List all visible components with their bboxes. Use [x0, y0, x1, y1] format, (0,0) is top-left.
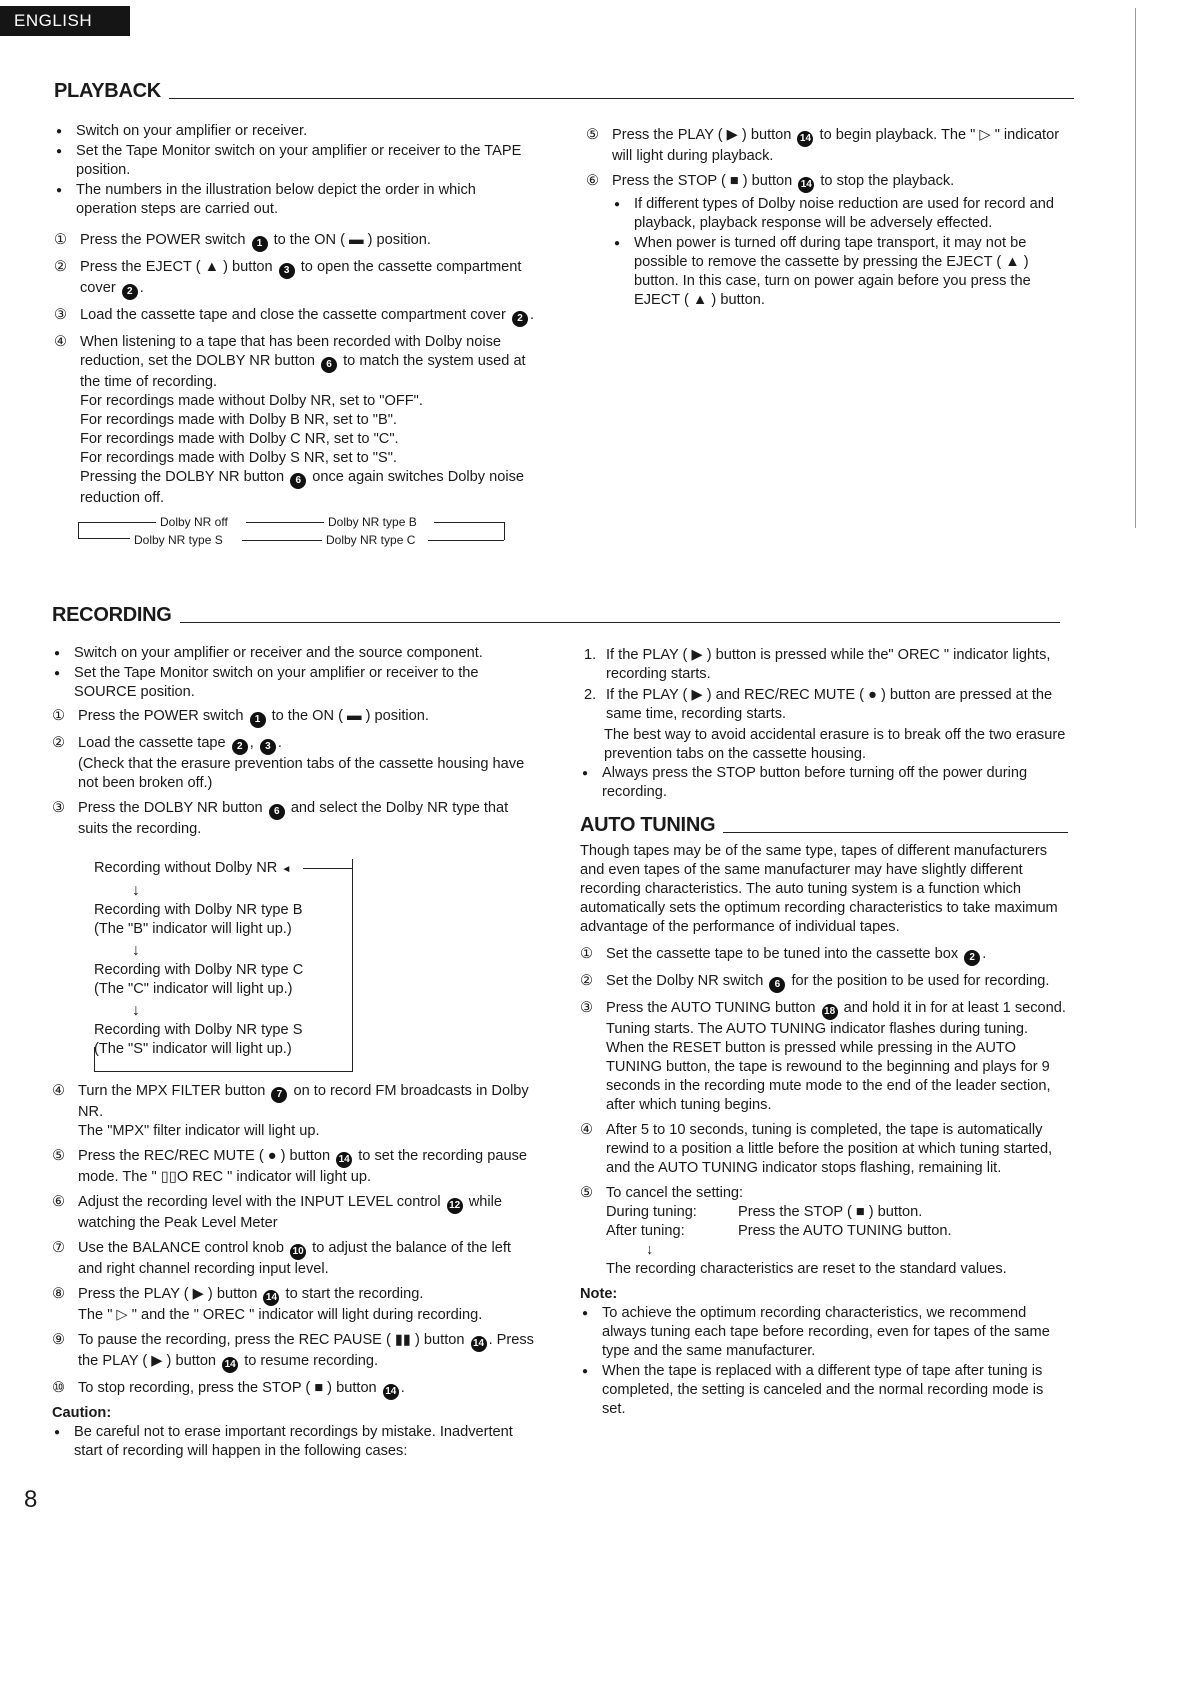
list-item: ● If different types of Dolby noise reduction are used for record and playback, playback response will be adversely effected.: [612, 195, 1076, 233]
step-2: [580, 972, 1068, 993]
playback-notes: [612, 195, 1076, 310]
step-text: Set the cassette tape to be tuned into the cassette box: [606, 946, 959, 962]
step-4: [54, 333, 538, 508]
recording-left-column: [52, 644, 536, 1466]
step-text: to adjust the balance of the left and right channel recording input level.: [78, 1240, 511, 1277]
dolby-nr-b-label: Dolby NR type B: [328, 515, 417, 529]
down-arrow-icon: ↓: [646, 1242, 654, 1258]
step-text: To pause the recording, press the REC PAUSE ( ▮▮ ) button: [78, 1332, 465, 1348]
key-marker: 7: [271, 1087, 287, 1103]
flow-item: [94, 859, 352, 879]
flow-text: (The "S" indicator will light up.): [94, 1041, 292, 1057]
key-marker: 10: [290, 1244, 306, 1260]
key-marker: 14: [222, 1357, 238, 1373]
step-number: ②: [580, 973, 594, 989]
step-text: To stop recording, press the STOP ( ■ ) button: [78, 1380, 377, 1396]
dolby-nr-off-label: Dolby NR off: [160, 515, 228, 529]
dolby-setting-line: For recordings made with Dolby C NR, set to "C".: [80, 431, 399, 447]
dolby-setting-line: For recordings made with Dolby B NR, set to "B".: [80, 412, 397, 428]
step-number: ③: [54, 307, 68, 323]
step-text: on to record FM broadcasts in Dolby NR.: [78, 1083, 529, 1120]
recording-section: [52, 600, 1060, 636]
caution-list: [52, 1423, 536, 1461]
flow-text: Recording with Dolby NR type C: [94, 962, 304, 978]
recording-right-column: [580, 646, 1068, 1424]
step-number: ④: [580, 1122, 594, 1138]
flow-line: [352, 868, 353, 1071]
auto-tuning-heading: [580, 810, 1068, 836]
key-marker: 14: [263, 1290, 279, 1306]
auto-tuning-steps: [580, 945, 1068, 1279]
step-text: After 5 to 10 seconds, tuning is completed, the tape is automatically rewind to a position a little before the position at which tuning started, and the AUTO TUNING indicator stops flashing, remaining lit.: [606, 1122, 1053, 1176]
language-tab: ENGLISH: [0, 6, 130, 36]
step-number: ①: [52, 708, 66, 724]
step-text: to the ON ( ▬ ) position.: [271, 708, 429, 724]
step-3: [580, 999, 1068, 1115]
auto-tuning-title: AUTO TUNING: [580, 814, 716, 836]
cancel-during-row: [606, 1203, 1068, 1222]
down-arrow-icon: ↓: [132, 1002, 140, 1019]
step-text: to open the cassette compartment cover: [80, 259, 522, 296]
margin-rule: [1135, 8, 1136, 528]
diagram-arrow: [242, 540, 322, 541]
recording-steps-cont: [52, 1082, 536, 1400]
step-text: When listening to a tape that has been recorded with Dolby noise reduction, set the DOLBY NR button: [80, 334, 502, 369]
playback-section: [54, 76, 1074, 112]
caution-title: Caution:: [52, 1405, 112, 1421]
dolby-setting-line: For recordings made without Dolby NR, set to "OFF".: [80, 393, 423, 409]
recording-advice: [580, 764, 1068, 802]
step-note: The "MPX" filter indicator will light up.: [78, 1123, 320, 1139]
key-marker: 2: [512, 311, 528, 327]
step-text: Press the EJECT ( ▲ ) button: [80, 259, 273, 275]
playback-title: PLAYBACK: [54, 80, 161, 102]
playback-steps-right: [586, 126, 1076, 310]
step-number: ①: [54, 232, 68, 248]
note-title: Note:: [580, 1286, 618, 1302]
flow-return-arrow: ◄: [281, 864, 292, 875]
page-number: 8: [24, 1486, 38, 1513]
cancel-label: During tuning:: [606, 1204, 697, 1220]
step-number: ⑦: [52, 1240, 66, 1256]
step-2: [52, 734, 536, 793]
playback-bullets: [54, 122, 538, 219]
flow-item: [94, 961, 352, 999]
step-5: [580, 1184, 1068, 1279]
step-text: . Press the PLAY ( ▶ ) button: [78, 1332, 534, 1369]
step-number: ③: [52, 800, 66, 816]
step-text: Set the Dolby NR switch: [606, 973, 764, 989]
list-item: ● Set the Tape Monitor switch on your amplifier or receiver to the SOURCE position.: [52, 664, 536, 702]
dolby-nr-s-label: Dolby NR type S: [134, 533, 223, 547]
dolby-nr-c-label: Dolby NR type C: [326, 533, 416, 547]
step-text: Adjust the recording level with the INPUT LEVEL control: [78, 1194, 441, 1210]
cancel-action: Press the STOP ( ■ ) button.: [738, 1204, 923, 1220]
step-note: The " ▷ " and the " OREC " indicator will light during recording.: [78, 1307, 483, 1323]
step-1: [52, 707, 536, 728]
list-item: [580, 686, 1068, 724]
step-text: and hold it in for at least 1 second. Tuning starts. The AUTO TUNING indicator flashes during tuning.: [606, 1000, 1066, 1037]
step-number: ⑥: [586, 173, 600, 189]
flow-text: (The "C" indicator will light up.): [94, 981, 293, 997]
recording-title: RECORDING: [52, 604, 172, 626]
recording-heading: [52, 600, 1060, 626]
key-marker: 6: [321, 357, 337, 373]
step-text: to the ON ( ▬ ) position.: [273, 232, 431, 248]
flow-line: [94, 1047, 95, 1071]
key-marker: 1: [250, 712, 266, 728]
step-4: [52, 1082, 536, 1141]
key-marker: 14: [336, 1152, 352, 1168]
step-number: ⑧: [52, 1286, 66, 1302]
flow-text: (The "B" indicator will light up.): [94, 921, 292, 937]
heading-rule: [169, 98, 1074, 99]
step-text: Pressing the DOLBY NR button: [80, 469, 285, 485]
case-number: 2.: [584, 687, 597, 703]
down-arrow-icon: ↓: [132, 882, 140, 899]
playback-right-column: [586, 126, 1076, 316]
diagram-line: [78, 522, 156, 523]
step-text: to set the recording pause mode. The " ▯▯O REC " indicator will light up.: [78, 1148, 527, 1185]
case-number: 1.: [584, 647, 597, 663]
step-number: ①: [580, 946, 594, 962]
step-number: ⑩: [52, 1380, 66, 1396]
diagram-line: [504, 522, 505, 540]
step-text: Press the STOP ( ■ ) button: [612, 173, 793, 189]
auto-tuning-intro: Though tapes may be of the same type, tapes of different manufacturers and even tapes of the same manufacturer may have slightly different recording characteristics. The auto tuning system is a function which automatically sets the optimum recording characteristics to take maximum advantage of the performance of individual tapes.: [580, 843, 1058, 935]
list-item: ● The numbers in the illustration below depict the order in which operation steps are carried out.: [54, 181, 538, 219]
dolby-recording-flow: [94, 859, 353, 1072]
key-marker: 6: [269, 804, 285, 820]
step-2: [54, 258, 538, 300]
flow-text: Recording with Dolby NR type S: [94, 1022, 303, 1038]
playback-heading: [54, 76, 1074, 102]
step-text: .: [982, 946, 987, 962]
step-text: to begin playback. The " ▷ " indicator will light during playback.: [612, 127, 1060, 164]
step-text: To cancel the setting:: [606, 1185, 744, 1201]
step-text: Press the PLAY ( ▶ ) button: [612, 127, 792, 143]
flow-text: Recording with Dolby NR type B: [94, 902, 303, 918]
recording-steps: [52, 707, 536, 839]
key-marker: 2: [964, 950, 980, 966]
step-text: Load the cassette tape and close the cassette compartment cover: [80, 307, 506, 323]
step-3: [54, 306, 538, 327]
dolby-cycle-diagram: [78, 514, 538, 556]
diagram-arrow: [246, 522, 324, 523]
diagram-line: [78, 522, 79, 538]
list-item: ● Always press the STOP button before turning off the power during recording.: [580, 764, 1068, 802]
step-text: Load the cassette tape: [78, 735, 226, 751]
step-text: Press the REC/REC MUTE ( ● ) button: [78, 1148, 331, 1164]
key-marker: 2: [232, 739, 248, 755]
step-text: once again switches Dolby noise reduction off.: [80, 469, 525, 506]
step-text: to start the recording.: [285, 1286, 424, 1302]
step-text: .: [277, 735, 282, 751]
step-number: ⑥: [52, 1194, 66, 1210]
step-text: Press the POWER switch: [78, 708, 244, 724]
step-text: Press the POWER switch: [80, 232, 246, 248]
flow-text: Recording without Dolby NR: [94, 860, 278, 876]
step-number: ②: [54, 259, 68, 275]
step-text: ,: [249, 735, 254, 751]
key-marker: 3: [279, 263, 295, 279]
key-marker: 18: [822, 1004, 838, 1020]
erasure-advice: The best way to avoid accidental erasure is to break off the two erasure prevention tabs on the cassette housing.: [604, 727, 1066, 762]
key-marker: 14: [471, 1336, 487, 1352]
case-text: If the PLAY ( ▶ ) button is pressed while the" OREC " indicator lights, recording starts.: [606, 647, 1051, 682]
list-item: [580, 646, 1068, 684]
down-arrow-icon: ↓: [132, 942, 140, 959]
step-text: to stop the playback.: [820, 173, 955, 189]
step-1: [580, 945, 1068, 966]
list-item: ● When the tape is replaced with a different type of tape after tuning is completed, the setting is canceled and the normal recording mode is set.: [580, 1362, 1068, 1419]
list-item: ● Set the Tape Monitor switch on your amplifier or receiver to the TAPE position.: [54, 142, 538, 180]
list-item: ● Switch on your amplifier or receiver and the source component.: [52, 644, 536, 663]
key-marker: 1: [252, 236, 268, 252]
recording-bullets: [52, 644, 536, 702]
diagram-arrow: [428, 540, 504, 541]
step-number: ④: [52, 1083, 66, 1099]
list-item: ● Be careful not to erase important recordings by mistake. Inadvertent start of recording will happen in the following cases:: [52, 1423, 536, 1461]
step-note: (Check that the erasure prevention tabs of the cassette housing have not been broken off.): [78, 756, 525, 791]
key-marker: 6: [290, 473, 306, 489]
playback-steps: [54, 231, 538, 508]
flow-line: [303, 868, 353, 869]
list-item: ● When power is turned off during tape transport, it may not be possible to remove the cassette by pressing the EJECT ( ▲ ) button. In this case, turn on power again before you press the EJECT ( ▲ ) button.: [612, 234, 1076, 310]
step-number: ⑤: [580, 1185, 594, 1201]
step-number: ⑤: [52, 1148, 66, 1164]
key-marker: 12: [447, 1198, 463, 1214]
step-1: [54, 231, 538, 252]
list-item: ● To achieve the optimum recording characteristics, we recommend always tuning each tape before recording, even for tapes of the same type and the same manufacturer.: [580, 1304, 1068, 1361]
key-marker: 14: [383, 1384, 399, 1400]
step-number: ⑤: [586, 127, 600, 143]
key-marker: 3: [260, 739, 276, 755]
step-10: [52, 1379, 536, 1400]
step-note: The recording characteristics are reset to the standard values.: [606, 1261, 1007, 1277]
playback-left-column: [54, 122, 538, 556]
step-4: [580, 1121, 1068, 1178]
step-6: [52, 1193, 536, 1233]
case-text: If the PLAY ( ▶ ) and REC/REC MUTE ( ● ) button are pressed at the same time, recording starts.: [606, 687, 1053, 722]
key-marker: 14: [797, 131, 813, 147]
key-marker: 14: [798, 177, 814, 193]
flow-item: [94, 901, 352, 939]
step-text: to resume recording.: [244, 1353, 379, 1369]
step-text: Press the DOLBY NR button: [78, 800, 263, 816]
step-text: .: [400, 1380, 405, 1396]
step-text: Press the AUTO TUNING button: [606, 1000, 816, 1016]
step-text: Turn the MPX FILTER button: [78, 1083, 266, 1099]
step-note: When the RESET button is pressed while pressing in the AUTO TUNING button, the tape is rewound to the beginning and plays for 9 seconds in the recording mute mode to the end of the leader section, after which tuning begins.: [606, 1040, 1051, 1113]
key-marker: 2: [122, 284, 138, 300]
step-text: .: [139, 280, 144, 296]
step-number: ②: [52, 735, 66, 751]
step-number: ⑨: [52, 1332, 66, 1348]
step-text: while watching the Peak Level Meter: [78, 1194, 502, 1231]
step-text: Press the PLAY ( ▶ ) button: [78, 1286, 258, 1302]
step-8: [52, 1285, 536, 1325]
list-item: ● Switch on your amplifier or receiver.: [54, 122, 538, 141]
step-text: to match the system used at the time of recording.: [80, 353, 526, 390]
step-text: Use the BALANCE control knob: [78, 1240, 285, 1256]
step-5: [586, 126, 1076, 166]
heading-rule: [180, 622, 1060, 623]
step-text: for the position to be used for recording.: [791, 973, 1050, 989]
step-7: [52, 1239, 536, 1279]
cancel-after-row: [606, 1222, 1068, 1241]
step-number: ④: [54, 334, 68, 350]
step-6: [586, 172, 1076, 310]
flow-item: [94, 1021, 352, 1059]
step-5: [52, 1147, 536, 1187]
step-number: ③: [580, 1000, 594, 1016]
cancel-action: Press the AUTO TUNING button.: [738, 1223, 952, 1239]
diagram-line: [434, 522, 504, 523]
cancel-label: After tuning:: [606, 1223, 685, 1239]
dolby-setting-line: For recordings made with Dolby S NR, set to "S".: [80, 450, 397, 466]
heading-rule: [723, 832, 1068, 833]
auto-tuning-notes: [580, 1304, 1068, 1419]
step-9: [52, 1331, 536, 1373]
step-text: and select the Dolby NR type that suits the recording.: [78, 800, 509, 837]
step-3: [52, 799, 536, 839]
accidental-cases: [580, 646, 1068, 724]
key-marker: 6: [769, 977, 785, 993]
diagram-line: [78, 538, 130, 539]
step-text: .: [529, 307, 535, 323]
